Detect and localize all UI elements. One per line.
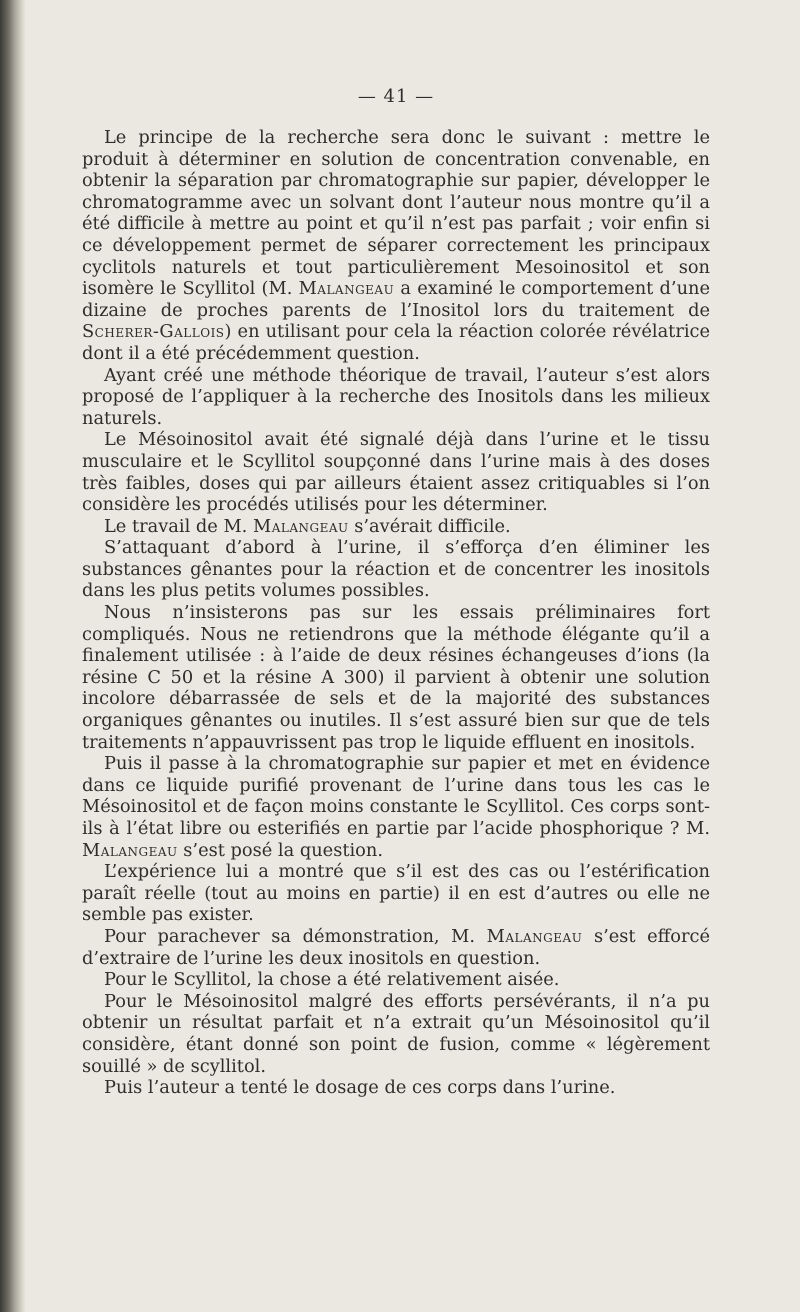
- text-run: Ayant créé une méthode théorique de travail, l’auteur s’est alors proposé de l’appliquer à la recherche des Inositols dans les milieux naturels.: [82, 364, 710, 429]
- text-run: S’attaquant d’abord à l’urine, il s’efforça d’en éliminer les substances gênantes pour la réaction et de concentrer les inositols dans les plus petits volumes possibles.: [82, 537, 710, 602]
- text-run: Pour le Scyllitol, la chose a été relativement aisée.: [104, 969, 560, 991]
- text-run: Pour parachever sa démonstration, M.: [104, 925, 487, 947]
- document-page: [82, 86, 710, 1099]
- paragraph-12: [82, 1077, 710, 1099]
- text-run: Le Mésoinositol avait été signalé déjà dans l’urine et le tissu musculaire et le Scyllitol soupçonné dans l’urine mais à des doses très faibles, doses qui par ailleurs étaient assez critiquables si l’on considère les procédés utilisés pour les déterminer.: [82, 429, 710, 516]
- paragraph-6: [82, 602, 710, 753]
- paragraph-4: [82, 516, 710, 538]
- author-name: Malangeau: [82, 839, 178, 861]
- text-run: s’est posé la question.: [177, 839, 383, 861]
- text-run: Le travail de M.: [104, 515, 253, 537]
- author-name: Scherer-Gallois: [82, 321, 225, 343]
- paragraph-3: [82, 429, 710, 515]
- paragraph-11: [82, 991, 710, 1077]
- text-run: L’expérience lui a montré que s’il est des cas ou l’estérification paraît réelle (tout au moins en partie) il en est d’autres ou elle ne semble pas exister.: [82, 861, 710, 926]
- paragraph-2: [82, 365, 710, 430]
- paragraph-10: [82, 969, 710, 991]
- author-name: Malangeau: [486, 925, 583, 947]
- paragraph-5: [82, 537, 710, 602]
- paragraph-1: [82, 127, 710, 365]
- text-run: Puis il passe à la chromatographie sur papier et met en évidence dans ce liquide purifié provenant de l’urine dans tous les cas le Mésoinositol et de façon moins constante le Scyllitol. Ces corps sont-ils à l’état libre ou esterifiés en partie par l’acide phosphorique ? M.: [82, 753, 710, 839]
- page-binding-edge: [0, 0, 26, 1312]
- text-run: s’est efforcé d’extraire de l’urine les deux inositols en question.: [82, 925, 710, 969]
- paragraph-9: [82, 926, 710, 969]
- page-number: — 41 —: [357, 86, 435, 107]
- author-name: Malangeau: [252, 515, 349, 537]
- text-run: a examiné le comportement d’une dizaine de proches parents de l’Inositol lors du traitement de: [82, 278, 710, 321]
- text-run: Le principe de la recherche sera donc le suivant : mettre le produit à déterminer en solution de concentration convenable, en obtenir la séparation par chromatographie sur papier, développer le chromatogramme avec un solvant dont l’auteur nous montre qu’il a été difficile à mettre au point et qu’il n’est pas parfait ; voir enfin si ce développement permet de séparer correctement les principaux cyclitols naturels et tout particulièrement Mesoinositol et son isomère le Scyllitol (M.: [82, 127, 710, 300]
- paragraph-7: [82, 753, 710, 861]
- text-run: Pour le Mésoinositol malgré des efforts persévérants, il n’a pu obtenir un résultat parfait et n’a extrait qu’un Mésoinositol qu’il considère, étant donné son point de fusion, comme « légèrement souillé » de scyllitol.: [82, 990, 710, 1077]
- text-run: s’avérait difficile.: [348, 515, 511, 537]
- author-name: Malangeau: [298, 278, 395, 300]
- paragraph-8: [82, 861, 710, 926]
- text-run: Puis l’auteur a tenté le dosage de ces corps dans l’urine.: [104, 1077, 616, 1099]
- text-run: ) en utilisant pour cela la réaction colorée révélatrice dont il a été précédemment question.: [82, 321, 710, 364]
- text-run: Nous n’insisterons pas sur les essais préliminaires fort compliqués. Nous ne retiendrons que la méthode élégante qu’il a finalement utilisée : à l’aide de deux résines échangeuses d’ions (la résine C 50 et la résine A 300) il parvient à obtenir une solution incolore débarrassée de sels et de la majorité des substances organiques gênantes ou inutiles. Il s’est assuré bien sur que de tels traitements n’appauvrissent pas trop le liquide effluent en inositols.: [82, 602, 710, 753]
